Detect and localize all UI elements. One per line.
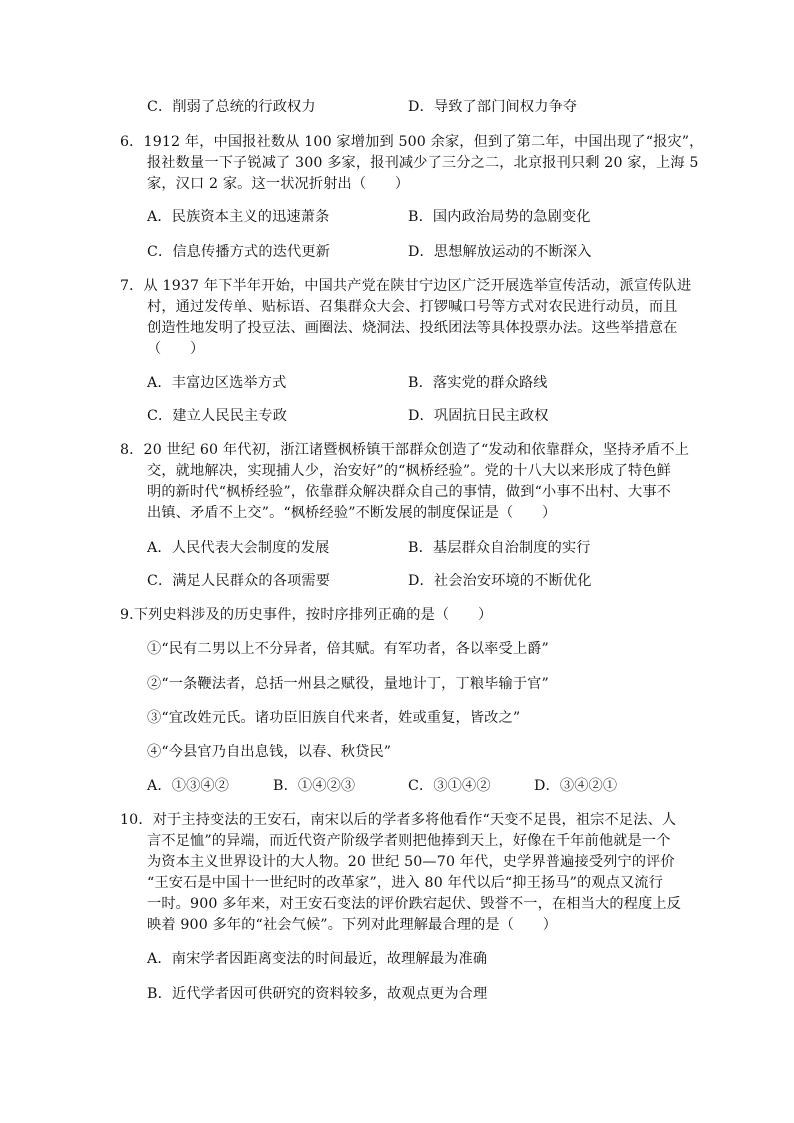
q7-option-b: B．落实党的群众路线 bbox=[408, 375, 548, 391]
q7-option-c: C．建立人民民主专政 bbox=[147, 408, 288, 424]
q7-option-a: A．丰富边区选举方式 bbox=[147, 375, 287, 391]
q8-option-a: A．人民代表大会制度的发展 bbox=[147, 540, 330, 556]
q9-option-b: B．①④②③ bbox=[273, 778, 356, 794]
q9-source-1: ①“民有二男以上不分异者，倍其赋。有军功者，各以率受上爵” bbox=[147, 641, 549, 657]
q5-option-d: D．导致了部门间权力争夺 bbox=[408, 99, 578, 115]
q8-stem-line-1: 8．20 世纪 60 年代初，浙江诸暨枫桥镇干部群众创造了“发动和依靠群众，坚持矛盾不上 bbox=[120, 442, 690, 458]
q10-stem-line-4: “王安石是中国十一世纪时的改革家”，进入 80 年代以后“抑王扬马”的观点又流行 bbox=[147, 875, 664, 891]
q7-stem-line-3: 创造性地发明了投豆法、画圈法、烧洞法、投纸团法等具体投票办法。这些举措意在 bbox=[147, 320, 678, 336]
q7-stem-line-2: 村，通过发传单、贴标语、召集群众大会、打锣喊口号等方式对农民进行动员，而且 bbox=[147, 299, 678, 315]
q9-source-4: ④“今县官乃自出息钱，以春、秋贷民” bbox=[147, 744, 392, 760]
q10-stem-line-2: 言不足恤”的异端，而近代资产阶级学者则把他捧到天上，好像在千年前他就是一个 bbox=[147, 833, 671, 849]
q10-stem-line-6: 映着 900 多年的“社会气候”。下列对此理解最合理的是（ ） bbox=[147, 917, 558, 933]
q7-stem-line-4: （ ） bbox=[147, 341, 205, 357]
q6-stem-line-1: 6．1912 年，中国报社数从 100 家增加到 500 余家，但到了第二年，中国出现了“报灾”， bbox=[120, 134, 704, 150]
q6-option-d: D．思想解放运动的不断深入 bbox=[408, 244, 592, 260]
q6-option-b: B．国内政治局势的急剧变化 bbox=[408, 209, 591, 225]
q6-stem-line-2: 报社数量一下子锐减了 300 多家，报刊减少了三分之二，北京报刊只剩 20 家，上海 5 bbox=[147, 155, 699, 171]
q9-source-2: ②“一条鞭法者，总括一州县之赋役，量地计丁，丁粮毕输于官” bbox=[147, 676, 549, 692]
q9-source-3: ③“宜改姓元氏。诸功臣旧族自代来者，姓或重复，皆改之” bbox=[147, 710, 521, 726]
q8-option-d: D．社会治安环境的不断优化 bbox=[408, 573, 592, 589]
q5-option-c: C．削弱了总统的行政权力 bbox=[147, 99, 316, 115]
q10-stem-line-5: 一时。900 多年来，对王安石变法的评价跌宕起伏、毁誉不一，在相当大的程度上反 bbox=[147, 896, 682, 912]
q8-stem-line-4: 出镇、矛盾不上交”。“枫桥经验”不断发展的制度保证是（ ） bbox=[147, 505, 557, 521]
q6-stem-line-3: 家，汉口 2 家。这一状况折射出（ ） bbox=[147, 176, 410, 192]
q6-option-c: C．信息传播方式的迭代更新 bbox=[147, 244, 331, 260]
q10-option-a: A．南宋学者因距离变法的时间最近，故理解最为准确 bbox=[147, 951, 488, 967]
q8-option-b: B．基层群众自治制度的实行 bbox=[408, 540, 591, 556]
q8-option-c: C．满足人民群众的各项需要 bbox=[147, 573, 331, 589]
q10-stem-line-1: 10．对于主持变法的王安石，南宋以后的学者多将他看作“天变不足畏，祖宗不足法、人 bbox=[120, 812, 677, 828]
q9-option-c: C．③①④② bbox=[408, 778, 491, 794]
q7-stem-line-1: 7．从 1937 年下半年开始，中国共产党在陕甘宁边区广泛开展选举宣传活动，派宣传队进 bbox=[120, 278, 692, 294]
q10-stem-line-3: 为资本主义世界设计的大人物。20 世纪 50—70 年代，史学界普遍接受列宁的评价 bbox=[147, 854, 675, 870]
q8-stem-line-2: 交，就地解决，实现捕人少，治安好”的“枫桥经验”。党的十八大以来形成了特色鲜 bbox=[147, 463, 672, 479]
q10-option-b: B．近代学者因可供研究的资料较多，故观点更为合理 bbox=[147, 986, 488, 1002]
q9-option-d: D．③④②① bbox=[534, 778, 618, 794]
q6-option-a: A．民族资本主义的迅速萧条 bbox=[147, 209, 330, 225]
q9-stem: 9.下列史料涉及的历史事件，按时序排列正确的是（ ） bbox=[120, 607, 493, 623]
q9-option-a: A．①③④② bbox=[147, 778, 230, 794]
q8-stem-line-3: 明的新时代“枫桥经验”，依靠群众解决群众自己的事情，做到“小事不出村、大事不 bbox=[147, 484, 672, 500]
q7-option-d: D．巩固抗日民主政权 bbox=[408, 408, 549, 424]
